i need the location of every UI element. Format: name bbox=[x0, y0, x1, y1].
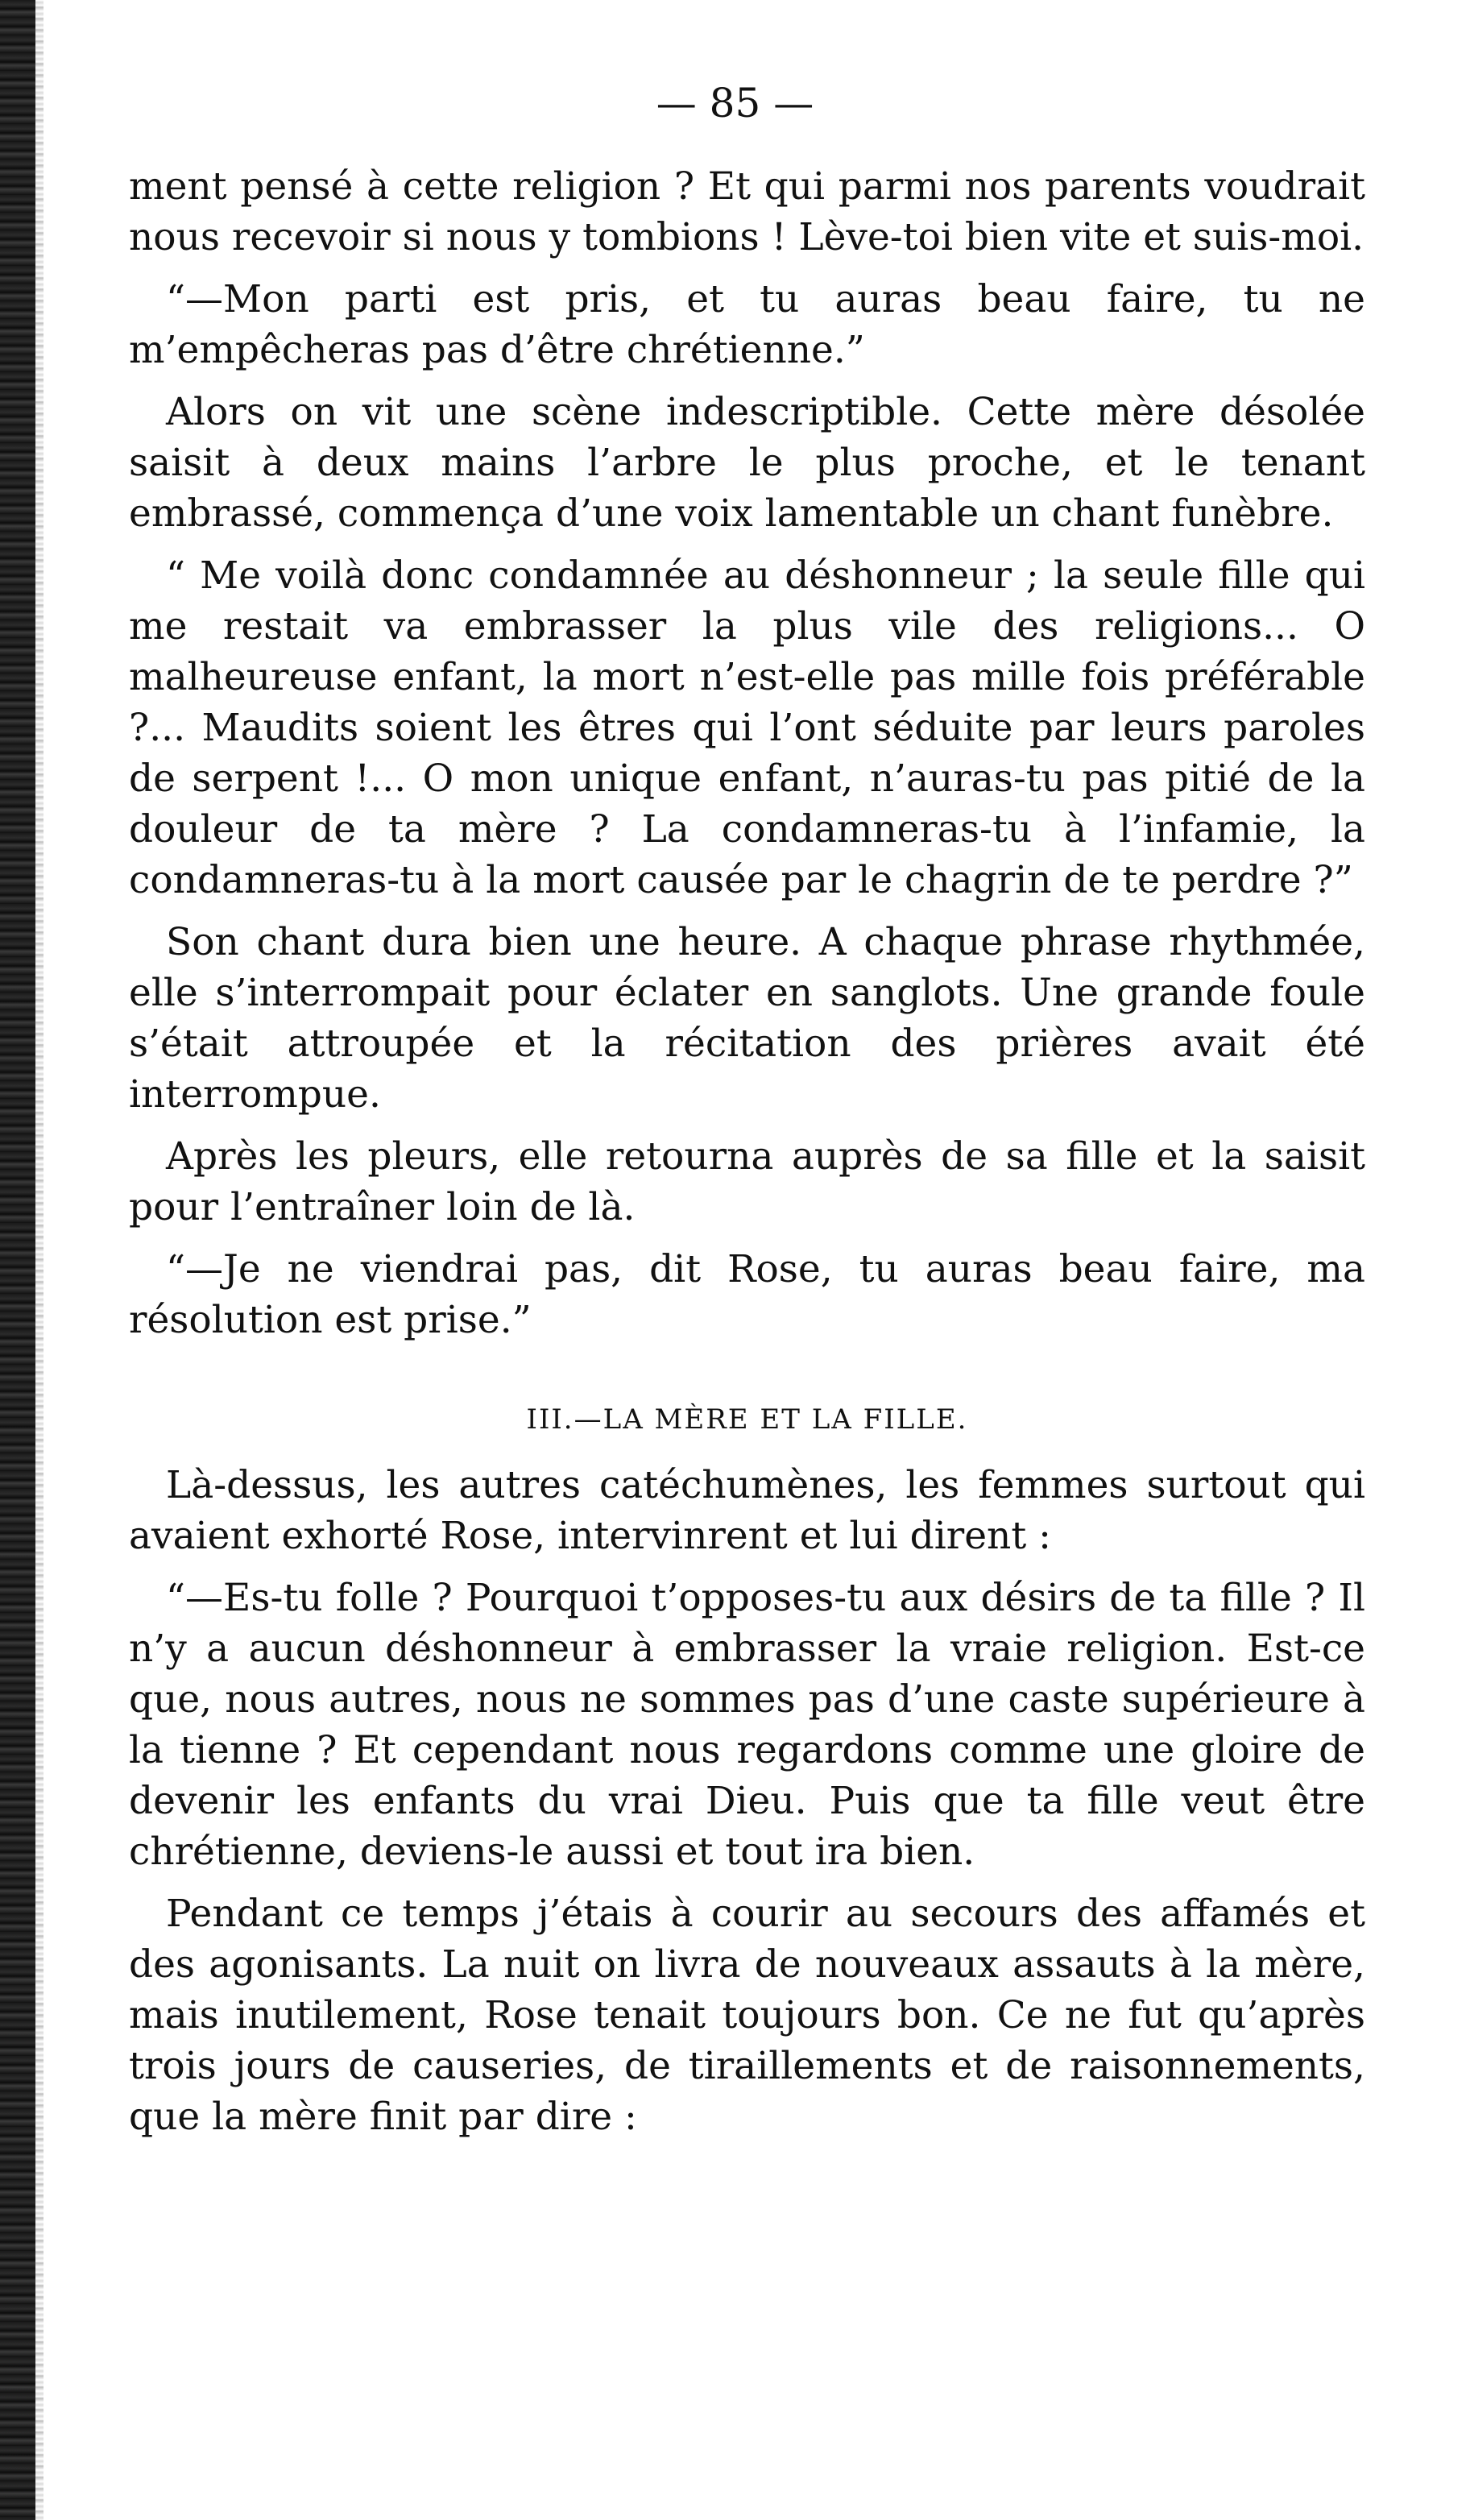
paragraph-lament: “ Me voilà donc condamnée au déshonneur ; la seule fille qui me restait va embrasser la plus vile des religions... O malheureuse enfant, la mort n’est-elle pas mille fois préférable ?... Maudits soient les êtres qui l’ont séduite par leurs paroles de serpent !... O mon unique enfant, n’auras-tu pas pitié de la douleur de ta mère ? La condamneras-tu à l’infamie, la condamneras-tu à la mort causée par le chagrin de te perdre ?” bbox=[129, 553, 1365, 902]
paragraph-rose-reply: “—Mon parti est pris, et tu auras beau faire, tu ne m’empêcheras pas d’être chrétienne.” bbox=[129, 277, 1365, 372]
paragraph-rose-resolution: “—Je ne viendrai pas, dit Rose, tu auras beau faire, ma résolution est prise.” bbox=[129, 1247, 1365, 1342]
paragraph-exhortation: “—Es-tu folle ? Pourquoi t’opposes-tu aux désirs de ta fille ? Il n’y a aucun déshonneur à embrasser la vraie religion. Est-ce que, nous autres, nous ne sommes pas d’une caste supérieure à la tienne ? Et cependant nous regardons comme une gloire de devenir les enfants du vrai Dieu. Puis que ta fille veut être chrétienne, deviens-le aussi et tout ira bien. bbox=[129, 1576, 1365, 1874]
paragraph-after-tears: Après les pleurs, elle retourna auprès de sa fille et la saisit pour l’entraîner loin de là. bbox=[129, 1134, 1365, 1229]
section-heading: III.—LA MÈRE ET LA FILLE. bbox=[526, 1403, 968, 1436]
body-text bbox=[129, 161, 1365, 2153]
paragraph-catechumens: Là-dessus, les autres catéchumènes, les femmes surtout qui avaient exhorté Rose, intervinrent et lui dirent : bbox=[129, 1463, 1365, 1558]
page-number: — 85 — bbox=[656, 80, 814, 126]
paragraph-scene: Alors on vit une scène indescriptible. Cette mère désolée saisit à deux mains l’arbre le plus proche, et le tenant embrassé, commença d’une voix lamentable un chant funèbre. bbox=[129, 390, 1365, 536]
scanned-binding-edge bbox=[0, 0, 35, 2520]
paragraph-chant: Son chant dura bien une heure. A chaque phrase rhythmée, elle s’interrompait pour éclater en sanglots. Une grande foule s’était attroupée et la récitation des prières avait été interrompue. bbox=[129, 920, 1365, 1117]
paragraph-three-days: Pendant ce temps j’étais à courir au secours des affamés et des agonisants. La nuit on livra de nouveaux assauts à la mère, mais inutilement, Rose tenait toujours bon. Ce ne fut qu’après trois jours de causeries, de tiraillements et de raisonnements, que la mère finit par dire : bbox=[129, 1892, 1365, 2139]
paragraph-continuation: ment pensé à cette religion ? Et qui parmi nos parents voudrait nous recevoir si nous y tombions ! Lève-toi bien vite et suis-moi. bbox=[129, 164, 1365, 259]
